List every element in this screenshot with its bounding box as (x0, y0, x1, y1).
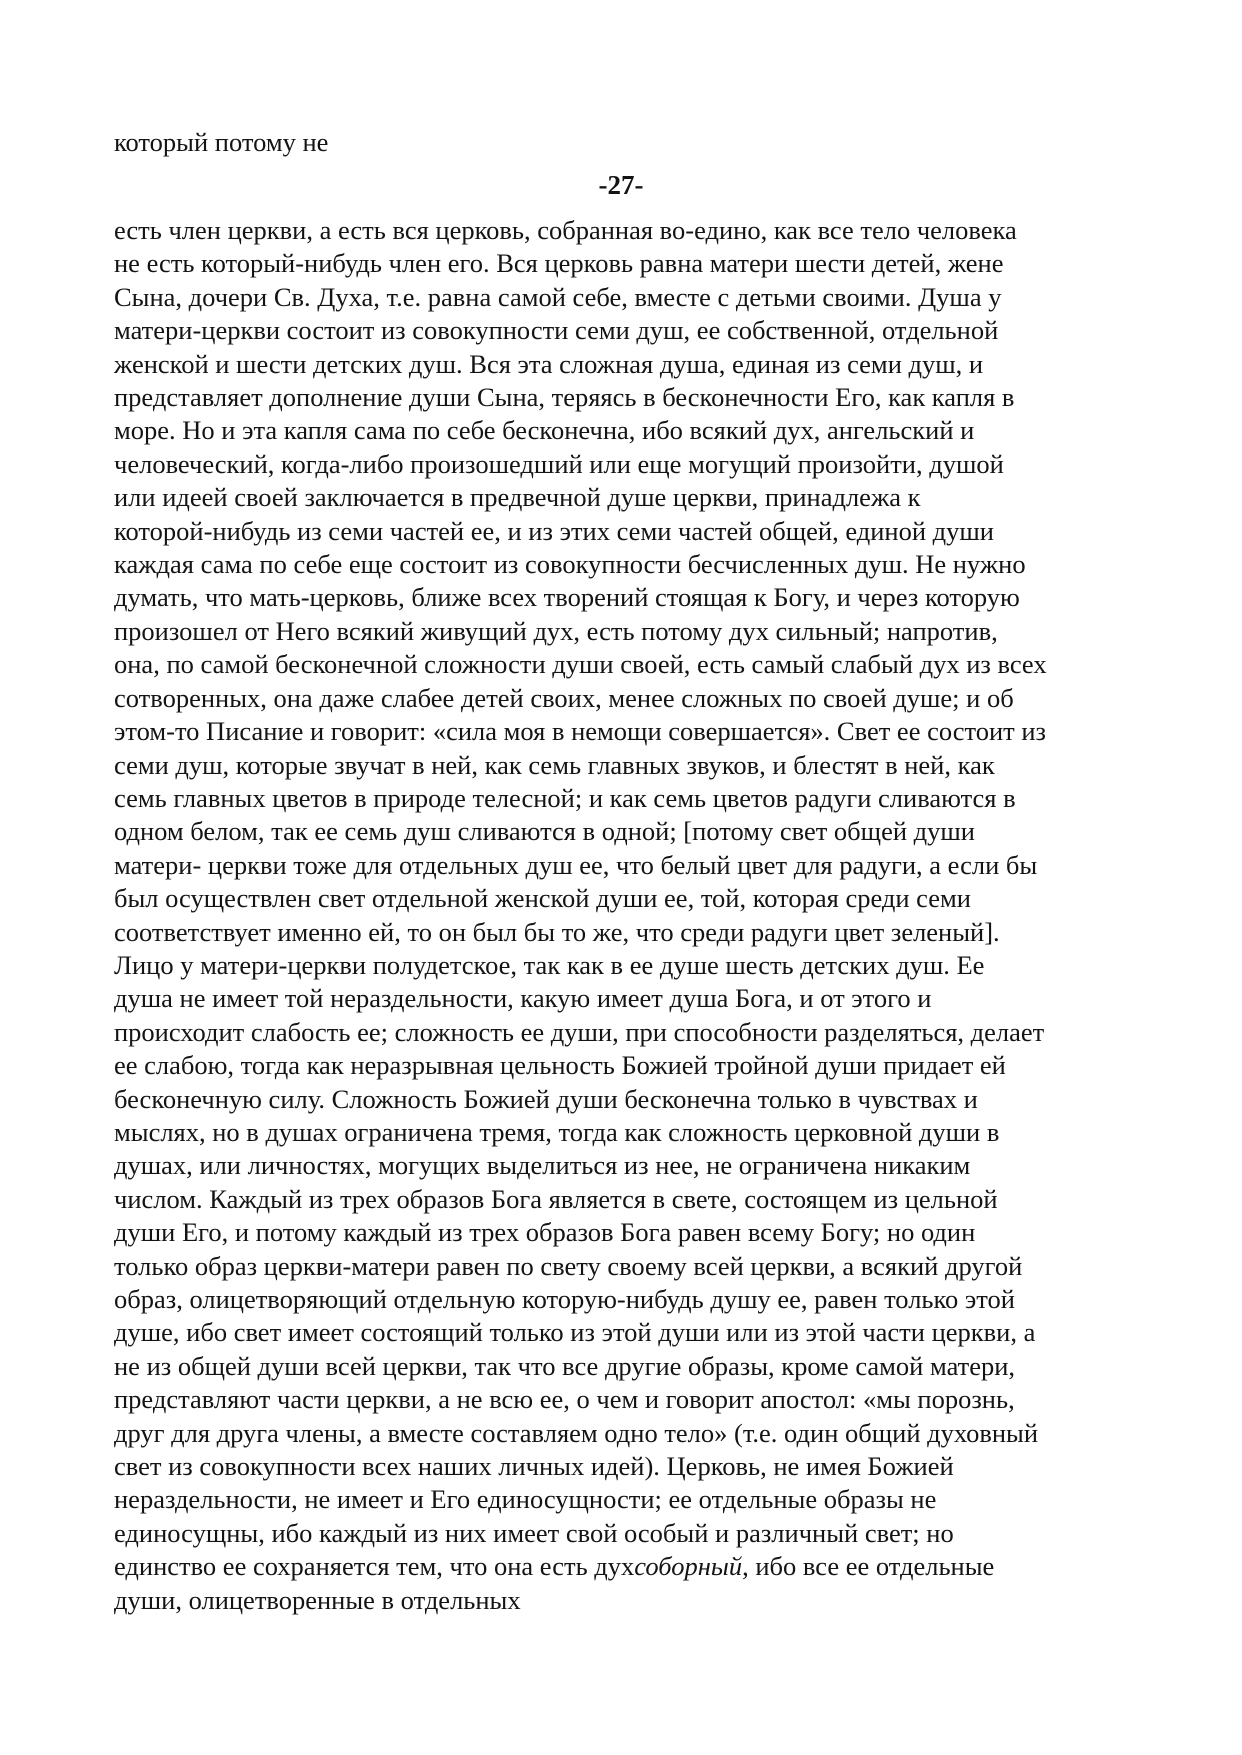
text-line: человеческий, когда-либо произошедший или еще могущий произойти, душой (114, 448, 1004, 479)
text-line: бесконечную силу. Сложность Божией души бесконечна только в чувствах и (114, 1083, 978, 1114)
text-line: душах, или личностях, могущих выделиться из нее, не ограничена никаким (114, 1150, 971, 1181)
text-line: нераздельности, не имеет и Его единосущности; ее отдельные образы не (114, 1484, 937, 1515)
text-line: душа не имеет той нераздельности, какую имеет душа Бога, и от этого и (114, 983, 932, 1014)
line-41-after: , ибо все ее отдельные (742, 1551, 995, 1582)
carry-over-line: который потому не (114, 127, 329, 157)
text-line: матери- церкви тоже для отдельных душ ее, что белый цвет для радуги, а если бы (114, 849, 1038, 880)
line-41-before: единство ее сохраняется тем, что она есть дух (114, 1551, 635, 1582)
text-line: образ, олицетворяющий отдельную которую-нибудь душу ее, равен только этой (114, 1284, 1015, 1314)
text-line: только образ церкви-матери равен по свету своему всей церкви, а всякий другой (114, 1250, 1023, 1281)
text-line: соответствует именно ей, то он был бы то же, что среди радуги цвет зеленый]. (114, 916, 1000, 947)
text-line: матери-церкви состоит из совокупности семи душ, ее собственной, отдельной (114, 315, 999, 346)
text-line-last: души, олицетворенные в отдельных (114, 1584, 521, 1615)
text-line: каждая сама по себе еще состоит из совокупности бесчисленных душ. Не нужно (114, 549, 1026, 580)
text-line: представляют части церкви, а не всю ее, о чем и говорит апостол: «мы порознь, (114, 1384, 1015, 1415)
text-line: есть член церкви, а есть вся церковь, собранная во-едино, как все тело человека (114, 215, 1017, 245)
text-line: друг для друга члены, а вместе составляем одно тело» (т.е. один общий духовный (114, 1417, 1039, 1448)
text-line: был осуществлен свет отдельной женской души ее, той, которая среди семи (114, 883, 971, 914)
text-line: семи душ, которые звучат в ней, как семь главных звуков, и блестят в ней, как (114, 749, 995, 780)
text-line: представляет дополнение души Сына, теряясь в бесконечности Его, как капля в (114, 382, 1015, 413)
text-line: мыслях, но в душах ограничена тремя, тогда как сложность церковной души в (114, 1116, 1000, 1147)
text-line: или идеей своей заключается в предвечной душе церкви, принадлежа к (114, 482, 921, 513)
text-line: которой-нибудь из семи частей ее, и из этих семи частей общей, единой души (114, 515, 994, 546)
text-line: она, по самой бесконечной сложности души своей, есть самый слабый дух из всех (114, 649, 1047, 680)
text-line: единосущны, ибо каждый из них имеет свой особый и различный свет; но (114, 1517, 954, 1548)
text-line: душе, ибо свет имеет состоящий только из этой души или из этой части церкви, а (114, 1317, 1036, 1348)
text-line: Сына, дочери Св. Духа, т.е. равна самой себе, вместе с детьми своими. Душа у (114, 281, 1002, 312)
text-line-with-italic (114, 1550, 1144, 1583)
text-line: семь главных цветов в природе телесной; и как семь цветов радуги сливаются в (114, 782, 1016, 813)
text-line: море. Но и эта капля сама по себе бесконечна, ибо всякий дух, ангельский и (114, 415, 975, 446)
text-line: одном белом, так ее семь душ сливаются в одной; [потому свет общей души (114, 816, 975, 847)
page-number: -27- (598, 170, 644, 200)
text-line: женской и шести детских душ. Вся эта сложная душа, единая из семи душ, и (114, 348, 984, 379)
text-line: Лицо у матери-церкви полудетское, так как в ее душе шесть детских душ. Ее (114, 949, 985, 980)
text-line: души Его, и потому каждый из трех образов Бога равен всему Богу; но один (114, 1217, 976, 1248)
text-line: не есть который-нибудь член его. Вся церковь равна матери шести детей, жене (114, 248, 1004, 279)
text-line: свет из совокупности всех наших личных идей). Церковь, не имея Божией (114, 1451, 954, 1482)
italic-word: соборный (634, 1551, 743, 1582)
text-line: сотворенных, она даже слабее детей своих, менее сложных по своей душе; и об (114, 682, 1014, 713)
text-line: этом-то Писание и говорит: «сила моя в немощи совершается». Свет ее состоит из (114, 716, 1047, 747)
text-line: происходит слабость ее; сложность ее души, при способности разделяться, делает (114, 1016, 1045, 1047)
text-line: думать, что мать-церковь, ближе всех творений стоящая к Богу, и через которую (114, 582, 1020, 613)
body-text (114, 214, 1144, 1617)
text-line: числом. Каждый из трех образов Бога является в свете, состоящем из цельной (114, 1183, 998, 1214)
text-line: произошел от Него всякий живущий дух, есть потому дух сильный; напротив, (114, 615, 998, 646)
text-line: ее слабою, тогда как неразрывная цельность Божией тройной души придает ей (114, 1050, 1006, 1081)
text-line: не из общей души всей церкви, так что все другие образы, кроме самой матери, (114, 1350, 1016, 1381)
